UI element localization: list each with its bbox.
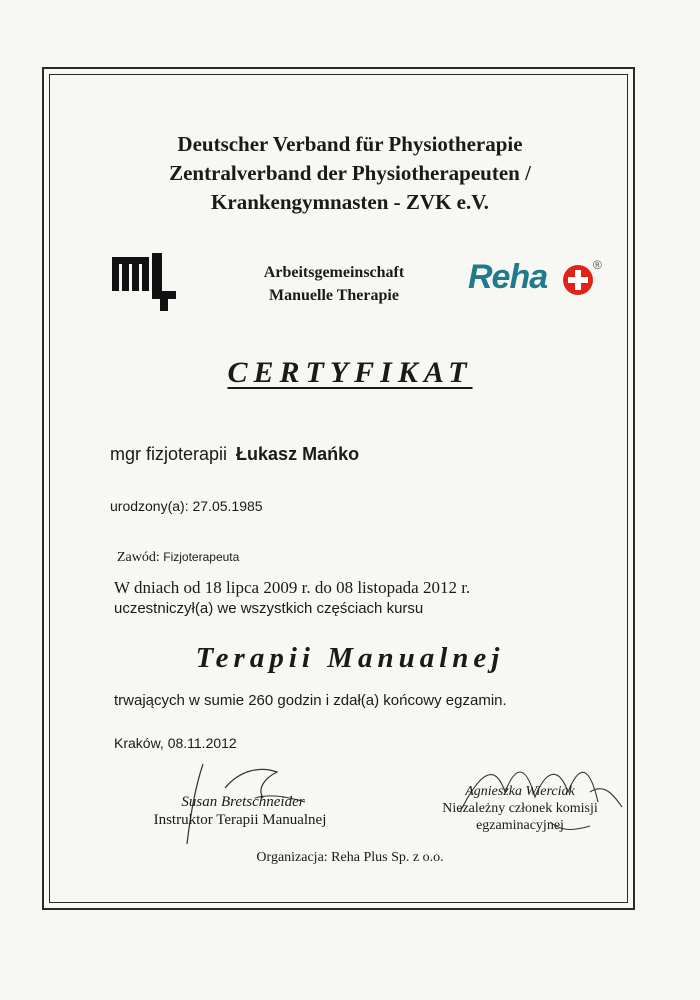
manual-therapy-logo bbox=[112, 253, 178, 311]
right-signatory-name: Agnieszka Wierciak bbox=[465, 784, 575, 799]
participation-line: uczestniczył(a) we wszystkich częściach kursu bbox=[114, 600, 424, 617]
person-name: Łukasz Mańko bbox=[236, 444, 360, 464]
left-signatory-name: Susan Bretschneider bbox=[181, 794, 305, 810]
profession-line bbox=[117, 550, 239, 566]
dates-line: W dniach od 18 lipca 2009 r. do 08 listopada 2012 r. bbox=[114, 578, 471, 597]
certificate-title: CERTYFIKAT bbox=[227, 356, 473, 389]
profession-label: Zawód: bbox=[117, 550, 160, 565]
agmt-line-2: Manuelle Therapie bbox=[269, 287, 399, 304]
person-title: mgr fizjoterapii bbox=[110, 444, 228, 464]
header-line-1: Deutscher Verband für Physiotherapie bbox=[177, 132, 523, 156]
header-line-2: Zentralverband der Physiotherapeuten / bbox=[169, 161, 531, 185]
course-name: Terapii Manualnej bbox=[195, 642, 505, 674]
place-date: Kraków, 08.11.2012 bbox=[114, 735, 237, 751]
person-line bbox=[110, 444, 359, 465]
organization-footer: Organizacja: Reha Plus Sp. z o.o. bbox=[256, 850, 444, 865]
agmt-line-1: Arbeitsgemeinschaft bbox=[263, 264, 405, 281]
hours-line: trwających w sumie 260 godzin i zdał(a) końcowy egzamin. bbox=[114, 692, 507, 709]
right-signatory-role-1: Niezależny członek komisji bbox=[442, 801, 598, 816]
birth-line bbox=[110, 498, 263, 514]
header-line-3: Krankengymnasten - ZVK e.V. bbox=[211, 190, 489, 214]
registered-mark: ® bbox=[593, 258, 602, 272]
birth-label: urodzony(a): bbox=[110, 498, 189, 514]
birth-date: 27.05.1985 bbox=[192, 498, 263, 514]
left-signatory-role: Instruktor Terapii Manualnej bbox=[153, 812, 327, 828]
reha-logo-text: Reha bbox=[468, 258, 548, 296]
reha-cross-icon bbox=[562, 264, 594, 296]
right-signatory-role-2: egzaminacyjnej bbox=[476, 818, 564, 833]
profession-value: Fizjoterapeuta bbox=[163, 550, 240, 564]
reha-plus-logo bbox=[462, 258, 612, 302]
